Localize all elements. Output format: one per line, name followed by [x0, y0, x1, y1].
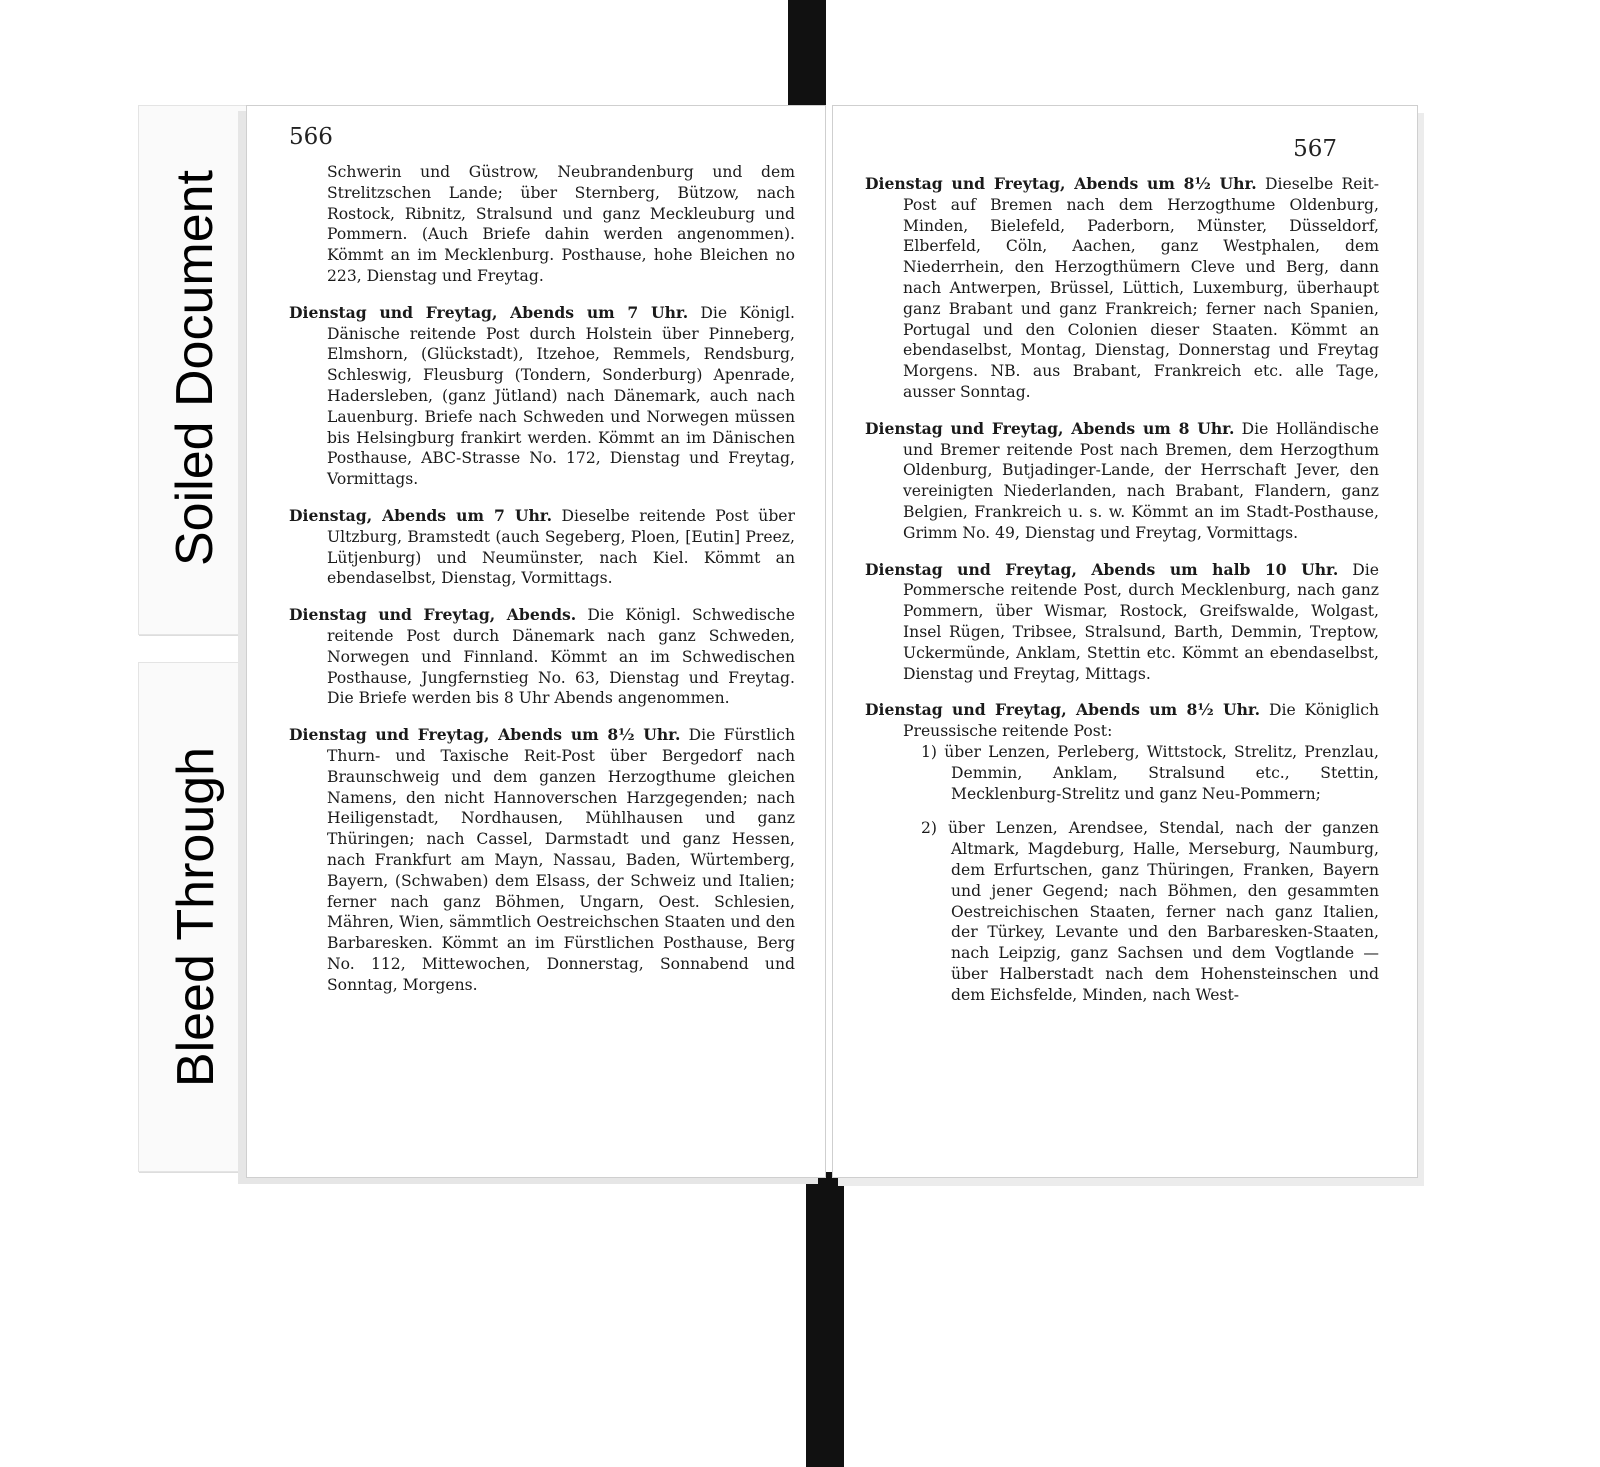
entry — [289, 605, 795, 709]
bleed-through-label — [138, 662, 254, 1172]
book-spine-bottom — [806, 1172, 844, 1467]
book-spine-top — [788, 0, 826, 118]
sub-item — [865, 742, 1379, 804]
sub-item-text: über Lenzen, Arendsee, Stendal, nach der ganzen Altmark, Magdeburg, Halle, Merseburg, Naumburg, dem Erfurtschen, ganz Thüringen, Franken, Bayern und jener Gegend; nach Böhmen, den gesammten Oestreichischen Staaten, ferner nach ganz Italien, der Türkey, Levante und den Barbaresken-Staaten, nach Leipzig, ganz Sachsen und dem Vogtlande — über Halberstadt nach dem Hohensteinschen und dem Eichsfelde, Minden, nach West- — [947, 819, 1379, 1004]
bleed-through-text: Bleed Through — [167, 746, 225, 1088]
entry — [865, 700, 1379, 742]
right-page-text — [865, 174, 1379, 1019]
entry-body: Die Holländische und Bremer reitende Post nach Bremen, dem Herzogthum Oldenburg, Butjadinger-Lande, der Herrschaft Jever, den vereinigten Niederlanden, nach Brabant, Flandern, ganz Belgien, Frankreich u. s. w. Kömmt an im Stadt-Posthause, Grimm No. 49, Dienstag und Freytag, Vormittags. — [903, 419, 1379, 542]
entry — [289, 506, 795, 589]
entry-body: Die Königl. Dänische reitende Post durch Holstein über Pinneberg, Elmshorn, (Glückstadt), Itzehoe, Remmels, Rendsburg, Schleswig, Fleusburg (Tondern, Sonderburg) Apenrade, Hadersleben, (ganz Jütland) nach Dänemark, auch nach Lauenburg. Briefe nach Schweden und Norwegen müssen bis Helsingburg frankirt werden. Kömmt an im Dänischen Posthause, ABC-Strasse No. 172, Dienstag und Freytag, Vormittags. — [327, 303, 795, 489]
page-number: 566 — [289, 124, 333, 150]
entry-body: Die Pommersche reitende Post, durch Mecklenburg, nach ganz Pommern, über Wismar, Rostock, Greifswalde, Wolgast, Insel Rügen, Tribsee, Stralsund, Barth, Demmin, Treptow, Uckermünde, Anklam, Stettin etc. Kömmt an ebendaselbst, Dienstag und Freytag, Mittags. — [903, 560, 1379, 683]
entry-heading: Dienstag und Freytag, Abends um 8 Uhr. — [865, 418, 1235, 438]
page-number: 567 — [1293, 136, 1337, 162]
sub-item-number: 1) — [921, 742, 938, 761]
entry-heading: Dienstag und Freytag, Abends um halb 10 Uhr. — [865, 559, 1339, 579]
entry-heading: Dienstag und Freytag, Abends um 7 Uhr. — [289, 302, 689, 322]
entry-heading: Dienstag und Freytag, Abends um 8½ Uhr. — [865, 700, 1261, 720]
entry — [865, 174, 1379, 403]
sub-item-text: über Lenzen, Perleberg, Wittstock, Strelitz, Prenzlau, Demmin, Anklam, Stralsund etc., Stettin, Mecklenburg-Strelitz und ganz Neu-Pommern; — [944, 742, 1379, 803]
entry-body: Dieselbe Reit-Post auf Bremen nach dem Herzogthume Oldenburg, Minden, Bielefeld, Paderborn, Münster, Düsseldorf, Elberfeld, Cöln, Aachen, ganz Westphalen, dem Niederrhein, den Herzogthümern Cleve und Berg, dann nach Antwerpen, Brüssel, Lüttich, Luxemburg, überhaupt ganz Brabant und ganz Frankreich; ferner nach Spanien, Portugal und den Colonien dieser Staaten. Kömmt an ebendaselbst, Montag, Dienstag, Donnerstag und Freytag Morgens. NB. aus Brabant, Frankreich etc. alle Tage, ausser Sonntag. — [903, 175, 1379, 401]
sub-item — [865, 818, 1379, 1005]
left-page — [246, 105, 826, 1178]
soiled-document-label — [138, 105, 254, 635]
entry-continued: Schwerin und Güstrow, Neubrandenburg und dem Strelitzschen Lande; über Sternberg, Bützow, nach Rostock, Ribnitz, Stralsund und ganz Meckleuburg und Pommern. (Auch Briefe dahin werden angenommen). Kömmt an im Mecklenburg. Posthause, hohe Bleichen no 223, Dienstag und Freytag. — [327, 163, 795, 285]
sub-item-number: 2) — [921, 819, 938, 838]
entry — [865, 419, 1379, 544]
entry-heading: Dienstag, Abends um 7 Uhr. — [289, 505, 552, 525]
entry-body: Die Königl. Schwedische reitende Post durch Dänemark nach ganz Schweden, Norwegen und Finnland. Kömmt an im Schwedischen Posthause, Jungfernstieg No. 63, Dienstag und Freytag. Die Briefe werden bis 8 Uhr Abends angenommen. — [327, 606, 795, 708]
left-page-text — [289, 162, 795, 1011]
entry — [289, 303, 795, 490]
entry-body: Dieselbe reitende Post über Ultzburg, Bramstedt (auch Segeberg, Ploen, [Eutin] Preez, Lütjenburg) und Neumünster, nach Kiel. Kömmt an ebendaselbst, Dienstag, Vormittags. — [327, 506, 795, 588]
soiled-document-text: Soiled Document — [166, 170, 224, 566]
entry-body: Die Fürstlich Thurn- und Taxische Reit-Post über Bergedorf nach Braunschweig und dem ganzen Herzogthume gleichen Namens, den nicht Hannoverschen Harzgegenden; nach Heiligenstadt, Nordhausen, Mühlhausen und ganz Thüringen; nach Cassel, Darmstadt und ganz Hessen, nach Frankfurt am Mayn, Nassau, Baden, Würtemberg, Bayern, (Schwaben) dem Elsass, der Schweiz und Italien; ferner nach ganz Böhmen, Ungarn, Oest. Schlesien, Mähren, Wien, sämmtlich Oestreichschen Staaten und den Barbaresken. Kömmt an im Fürstlichen Posthause, Berg No. 112, Mittewochen, Donnerstag, Sonnabend und Sonntag, Morgens. — [327, 726, 795, 994]
entry — [289, 725, 795, 995]
entry-heading: Dienstag und Freytag, Abends um 8½ Uhr. — [289, 725, 681, 745]
entry-heading: Dienstag und Freytag, Abends um 8½ Uhr. — [865, 174, 1257, 193]
entry-body: Die Königlich Preussische reitende Post: — [903, 701, 1380, 741]
entry-heading: Dienstag und Freytag, Abends. — [289, 605, 577, 625]
entry — [865, 560, 1379, 685]
right-page — [832, 105, 1418, 1178]
